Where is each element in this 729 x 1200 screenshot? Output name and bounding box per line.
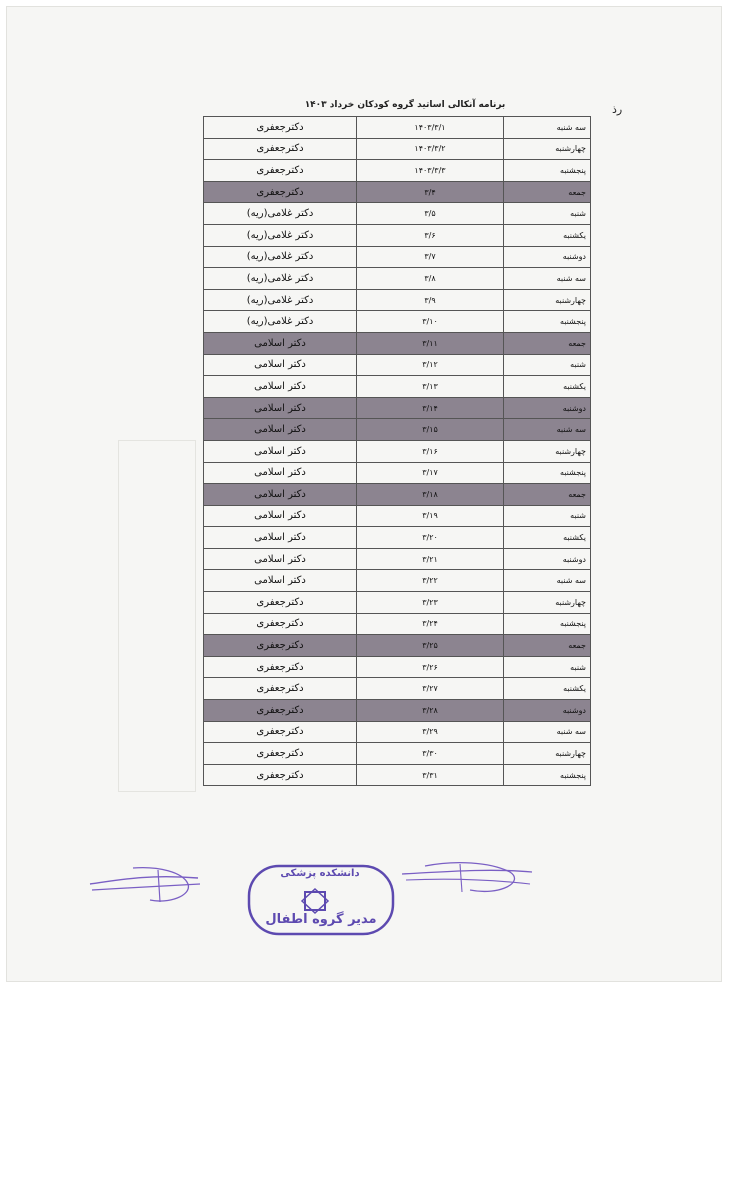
doctor-cell: دکترجعفری — [204, 117, 357, 139]
schedule-row — [204, 332, 591, 354]
day-cell: سه شنبه — [504, 721, 591, 743]
date-cell: ۳/۶ — [357, 224, 504, 246]
date-cell: ۳/۲۱ — [357, 548, 504, 570]
doctor-cell: دکتر اسلامی — [204, 484, 357, 506]
doctor-cell: دکترجعفری — [204, 700, 357, 722]
signature-left — [88, 862, 203, 907]
schedule-row — [204, 160, 591, 182]
day-cell: چهارشنبه — [504, 743, 591, 765]
date-cell: ۳/۱۹ — [357, 505, 504, 527]
date-cell: ۳/۲۵ — [357, 635, 504, 657]
doctor-cell: دکتر اسلامی — [204, 440, 357, 462]
doctor-cell: دکتر اسلامی — [204, 332, 357, 354]
date-cell: ۱۴۰۳/۳/۲ — [357, 138, 504, 160]
day-cell: جمعه — [504, 181, 591, 203]
date-cell: ۳/۵ — [357, 203, 504, 225]
oncall-schedule-table — [203, 116, 591, 786]
background-faint-table — [118, 440, 196, 792]
doctor-cell: دکتر غلامی(ریه) — [204, 289, 357, 311]
schedule-row — [204, 700, 591, 722]
doctor-cell: دکترجعفری — [204, 613, 357, 635]
day-cell: پنجشنبه — [504, 160, 591, 182]
date-cell: ۳/۴ — [357, 181, 504, 203]
schedule-row — [204, 117, 591, 139]
doctor-cell: دکتر غلامی(ریه) — [204, 246, 357, 268]
date-cell: ۳/۲۹ — [357, 721, 504, 743]
day-cell: دوشنبه — [504, 700, 591, 722]
doctor-cell: دکترجعفری — [204, 160, 357, 182]
day-cell: چهارشنبه — [504, 138, 591, 160]
schedule-row — [204, 592, 591, 614]
schedule-row — [204, 635, 591, 657]
date-cell: ۱۴۰۳/۳/۳ — [357, 160, 504, 182]
day-cell: دوشنبه — [504, 397, 591, 419]
schedule-row — [204, 138, 591, 160]
day-cell: پنجشنبه — [504, 764, 591, 786]
signature-right — [400, 858, 535, 903]
doctor-cell: دکترجعفری — [204, 678, 357, 700]
day-cell: چهارشنبه — [504, 440, 591, 462]
date-cell: ۳/۳۰ — [357, 743, 504, 765]
doctor-cell: دکتر غلامی(ریه) — [204, 203, 357, 225]
date-cell: ۳/۱۶ — [357, 440, 504, 462]
doctor-cell: دکترجعفری — [204, 764, 357, 786]
date-cell: ۳/۱۸ — [357, 484, 504, 506]
schedule-row — [204, 268, 591, 290]
date-cell: ۳/۲۰ — [357, 527, 504, 549]
schedule-row — [204, 311, 591, 333]
day-cell: چهارشنبه — [504, 592, 591, 614]
day-cell: جمعه — [504, 635, 591, 657]
doctor-cell: دکتر اسلامی — [204, 419, 357, 441]
schedule-row — [204, 570, 591, 592]
day-cell: شنبه — [504, 354, 591, 376]
doctor-cell: دکتر اسلامی — [204, 376, 357, 398]
schedule-body — [204, 117, 591, 786]
date-cell: ۳/۱۱ — [357, 332, 504, 354]
date-cell: ۳/۲۴ — [357, 613, 504, 635]
date-cell: ۳/۷ — [357, 246, 504, 268]
schedule-row — [204, 181, 591, 203]
doctor-cell: دکتر اسلامی — [204, 548, 357, 570]
schedule-row — [204, 397, 591, 419]
date-cell: ۳/۲۲ — [357, 570, 504, 592]
schedule-row — [204, 440, 591, 462]
schedule-row — [204, 764, 591, 786]
schedule-row — [204, 656, 591, 678]
day-cell: دوشنبه — [504, 246, 591, 268]
day-cell: جمعه — [504, 484, 591, 506]
schedule-row — [204, 527, 591, 549]
day-cell: پنجشنبه — [504, 311, 591, 333]
doctor-cell: دکترجعفری — [204, 635, 357, 657]
schedule-row — [204, 203, 591, 225]
doctor-cell: دکترجعفری — [204, 592, 357, 614]
day-cell: شنبه — [504, 656, 591, 678]
date-cell: ۳/۳۱ — [357, 764, 504, 786]
schedule-row — [204, 548, 591, 570]
day-cell: یکشنبه — [504, 527, 591, 549]
date-cell: ۳/۱۴ — [357, 397, 504, 419]
schedule-row — [204, 462, 591, 484]
page-title: برنامه آنکالی اساتید گروه کودکان خرداد ۱۴۰۳ — [304, 100, 506, 110]
doctor-cell: دکتر غلامی(ریه) — [204, 311, 357, 333]
schedule-row — [204, 505, 591, 527]
doctor-cell: دکترجعفری — [204, 656, 357, 678]
schedule-row — [204, 354, 591, 376]
doctor-cell: دکتر اسلامی — [204, 397, 357, 419]
day-cell: سه شنبه — [504, 570, 591, 592]
day-cell: شنبه — [504, 505, 591, 527]
day-cell: سه شنبه — [504, 268, 591, 290]
date-cell: ۳/۱۷ — [357, 462, 504, 484]
date-cell: ۳/۱۵ — [357, 419, 504, 441]
date-cell: ۳/۹ — [357, 289, 504, 311]
schedule-row — [204, 678, 591, 700]
stamp-bottom-text: مدیر گروه اطفال — [265, 912, 377, 927]
schedule-row — [204, 743, 591, 765]
day-cell: چهارشنبه — [504, 289, 591, 311]
day-cell: یکشنبه — [504, 376, 591, 398]
day-cell: جمعه — [504, 332, 591, 354]
schedule-row — [204, 289, 591, 311]
day-cell: سه شنبه — [504, 419, 591, 441]
date-cell: ۳/۲۷ — [357, 678, 504, 700]
schedule-row — [204, 613, 591, 635]
doctor-cell: دکترجعفری — [204, 743, 357, 765]
schedule-row — [204, 484, 591, 506]
day-cell: یکشنبه — [504, 224, 591, 246]
corner-mark: رذ — [612, 103, 623, 116]
schedule-row — [204, 721, 591, 743]
date-cell: ۱۴۰۳/۳/۱ — [357, 117, 504, 139]
doctor-cell: دکترجعفری — [204, 181, 357, 203]
date-cell: ۳/۲۸ — [357, 700, 504, 722]
date-cell: ۳/۸ — [357, 268, 504, 290]
date-cell: ۳/۱۲ — [357, 354, 504, 376]
day-cell: سه شنبه — [504, 117, 591, 139]
date-cell: ۳/۲۳ — [357, 592, 504, 614]
doctor-cell: دکترجعفری — [204, 138, 357, 160]
date-cell: ۳/۲۶ — [357, 656, 504, 678]
day-cell: پنجشنبه — [504, 462, 591, 484]
doctor-cell: دکتر اسلامی — [204, 527, 357, 549]
schedule-row — [204, 246, 591, 268]
doctor-cell: دکتر اسلامی — [204, 462, 357, 484]
doctor-cell: دکتر غلامی(ریه) — [204, 224, 357, 246]
date-cell: ۳/۱۳ — [357, 376, 504, 398]
doctor-cell: دکتر اسلامی — [204, 505, 357, 527]
doctor-cell: دکتر غلامی(ریه) — [204, 268, 357, 290]
day-cell: شنبه — [504, 203, 591, 225]
stamp-top-text: دانشکده پزشکی — [280, 868, 360, 879]
doctor-cell: دکتر اسلامی — [204, 570, 357, 592]
day-cell: یکشنبه — [504, 678, 591, 700]
schedule-row — [204, 376, 591, 398]
doctor-cell: دکتر اسلامی — [204, 354, 357, 376]
day-cell: پنجشنبه — [504, 613, 591, 635]
day-cell: دوشنبه — [504, 548, 591, 570]
doctor-cell: دکترجعفری — [204, 721, 357, 743]
date-cell: ۳/۱۰ — [357, 311, 504, 333]
schedule-row — [204, 224, 591, 246]
schedule-row — [204, 419, 591, 441]
